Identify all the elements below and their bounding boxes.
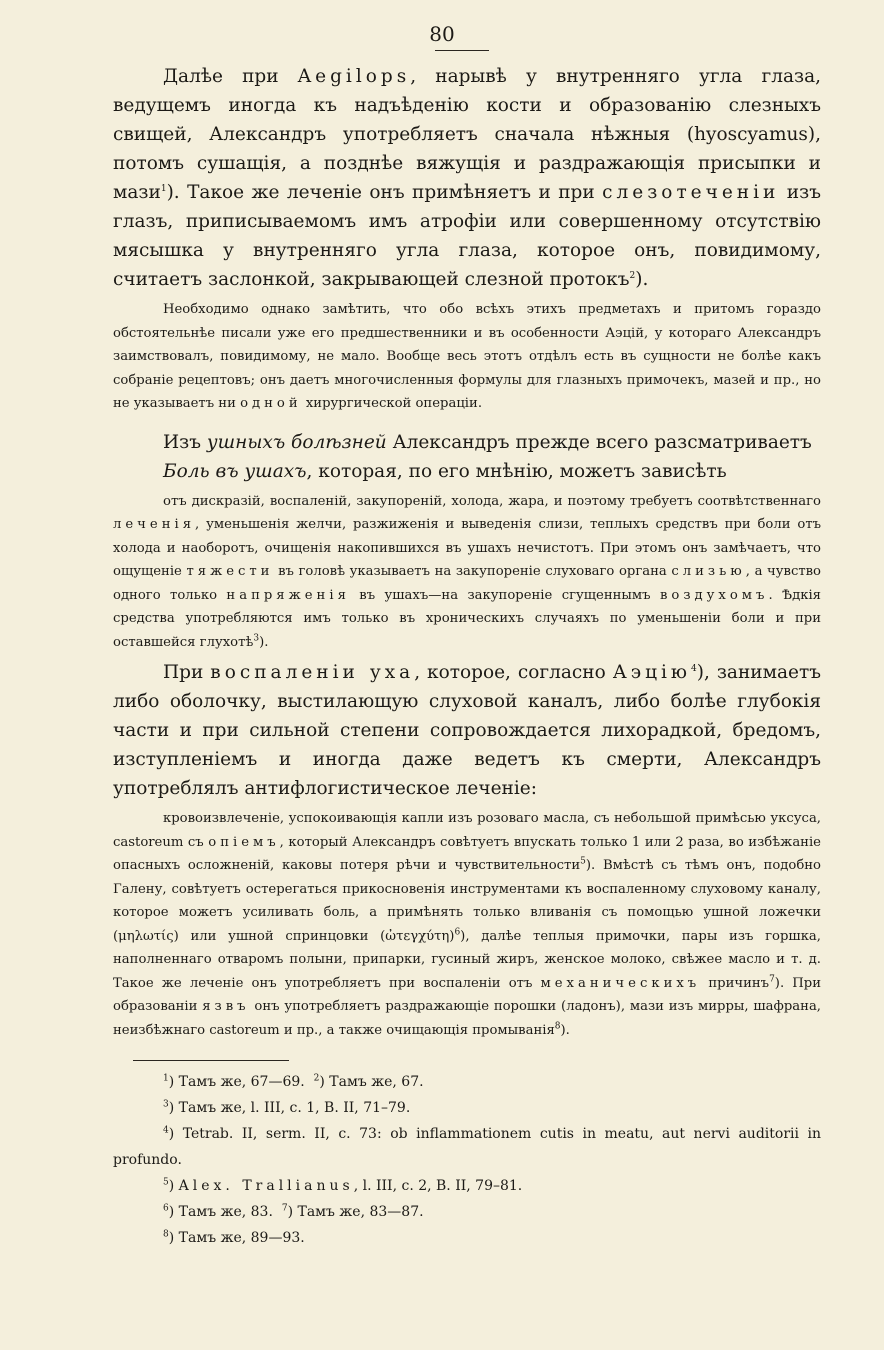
footnote-8: $^8$) Тамъ же, 89—93. [163, 1229, 305, 1246]
footnote-5: $^5$) Alex. Trallianus, l. III, c. 2, B. II, 79–81. [163, 1177, 523, 1194]
note-paragraph-treatment: кровоизвлеченіе, успокоивающія капли изъ розоваго масла, съ небольшой примѣсью уксуса, castoreum съ опіемъ, который Александръ совѣтуетъ впускать только 1 или 2 раза, во избѣжаніе опасныхъ осложненій, каковы потеря рѣчи и чувствительности$^5$). Вмѣстѣ съ тѣмъ онъ, подобно Галену, совѣтуетъ остерегаться прикосновенія инструментами къ воспаленному слуховому каналу, которое можетъ усиливать боль, а примѣнять только вливанія съ помощью ушной ложечки (μηλωτίς) или ушной спринцовки (ὠτεγχύτη)$^6$), далѣе теплыя примочки, пары изъ горшка, наполненнаго отваромъ полыни, припарки, гусиный жиръ, женское молоко, свѣжее масло и т. д. Такое же леченіе онъ употребляетъ при воспаленіи отъ механическихъ причинъ$^7$). При образованіи язвъ онъ употребляетъ раздражающіе порошки (ладонъ), мази изъ мирры, шафрана, неизбѣжнаго castoreum и пр., а также очищающія промыванія$^8$). [113, 811, 822, 1038]
footnote-rule [133, 1060, 289, 1061]
page-number-rule [435, 50, 489, 51]
subheading-ear-pain: Боль въ ушахъ, которая, по его мнѣнію, можетъ зависѣть [163, 460, 727, 482]
footnote-3: $^3$) Тамъ же, l. III, c. 1, B. II, 71–79. [163, 1099, 411, 1116]
page-number: 80 [429, 22, 455, 46]
paragraph-aegilops: Далѣе при Aegilops, нарывѣ у внутренняго угла глаза, ведущемъ иногда къ надъѣденію кости и образованію слезныхъ свищей, Александръ употребляетъ сначала нѣжныя (hyoscyamus), потомъ сушащія, а позднѣе вяжущія и раздражающія присыпки и мази$^1$). Такое же леченіе онъ примѣняетъ и при слезотеченіи изъ глазъ, приписываемомъ имъ атрофіи или совершенному отсутствію мясышка у внутренняго угла глаза, которое онъ, повидимому, считаетъ заслонкой, закрывающей слезной протокъ$^2$). [113, 66, 821, 290]
footnote-6-7: $^6$) Тамъ же, 83. $^7$) Тамъ же, 83—87. [163, 1203, 424, 1220]
footnote-4: $^4$) Tetrab. II, serm. II, c. 73: ob inflammationem cutis in meatu, aut nervi auditorii in profundo. [113, 1125, 821, 1168]
note-paragraph-sources: Необходимо однако замѣтить, что обо всѣхъ этихъ предметахъ и притомъ гораздо обстоятельнѣе писали уже его предшественники и въ особенности Аэцій, у котораго Александръ заимствовалъ, повидимому, не мало. Вообще весь этотъ отдѣлъ есть въ сущности не болѣе какъ собраніе рецептовъ; онъ даетъ многочисленныя формулы для глазныхъ примочекъ, мазей и пр., но не указываетъ ни одной хирургической операціи. [113, 302, 821, 411]
footnotes [113, 1069, 821, 1251]
note-paragraph-ear-pain: отъ дискразій, воспаленій, закупореній, холода, жара, и поэтому требуетъ соотвѣтственнаго леченія, уменьшенія желчи, разжиженія и выведенія слизи, теплыхъ средствъ при боли отъ холода и наоборотъ, очищенія накопившихся въ ушахъ нечистотъ. При этомъ онъ замѣчаетъ, что ощущеніе тяжести въ головѣ указываетъ на закупореніе слуховаго органа слизью, а чувство одного только напряженія въ ушахъ—на закупореніе сгущеннымъ воздухомъ. Ѣдкія средства употребляются имъ только въ хроническихъ случаяхъ по уменьшеніи боли и при оставшейся глухотѣ$^3$). [113, 493, 821, 650]
paragraph-ear-inflammation: При воспаленіи уха, которое, согласно Аэцію$^4$), занимаетъ либо оболочку, выстилающую слуховой каналъ, либо болѣе глубокія части и при сильной степени сопровождается лихорадкой, бредомъ, изступленіемъ и иногда даже ведетъ къ смерти, Александръ употреблялъ антифлогистическое леченіе: [113, 662, 821, 799]
section-ear-diseases-intro: Изъ ушныхъ болѣзней Александръ прежде всего разсматриваетъ [163, 431, 812, 453]
page-content [113, 62, 821, 1251]
footnote-1-2: $^1$) Тамъ же, 67—69. $^2$) Тамъ же, 67. [163, 1073, 424, 1090]
